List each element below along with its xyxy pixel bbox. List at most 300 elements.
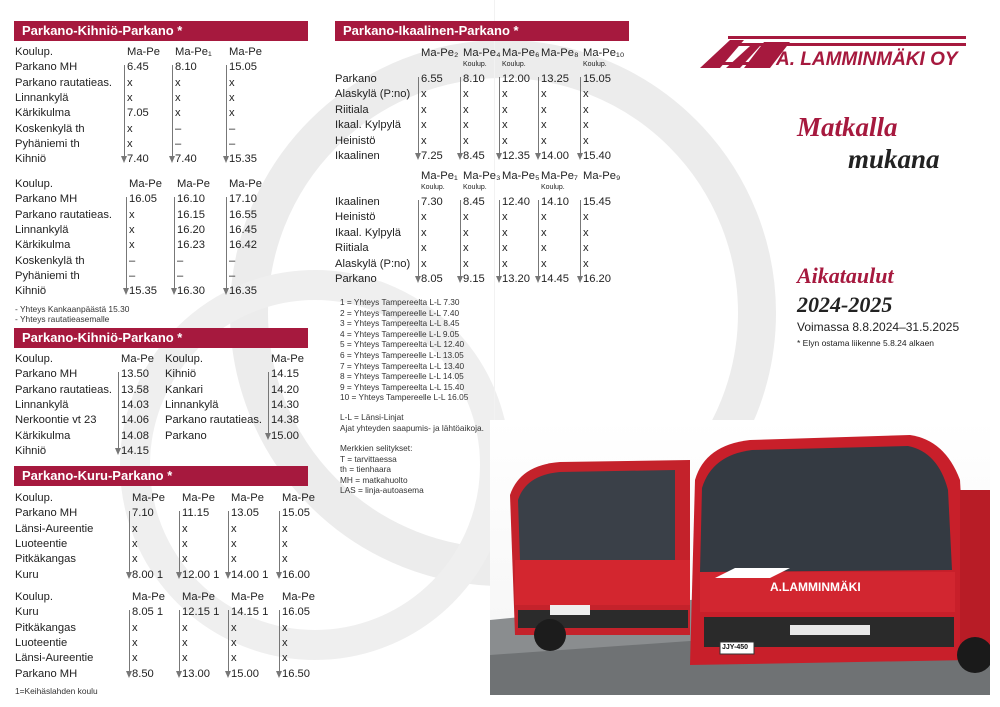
departure-time: 16.05 <box>282 606 310 619</box>
departure-time: 16.20 <box>583 273 611 285</box>
table-row <box>15 223 315 238</box>
stop-name: Nerkoontie vt 23 <box>15 414 97 427</box>
table-row <box>335 134 635 149</box>
direction-arrow-icon <box>118 372 119 453</box>
departure-time: x <box>182 522 188 535</box>
departure-time: 14.06 <box>121 414 149 427</box>
stop-name: Kuru <box>15 568 39 581</box>
departure-time: 13.05 <box>231 507 259 520</box>
departure-time: x <box>463 103 469 116</box>
table-header-row <box>15 590 325 605</box>
stop-name: Parkano <box>165 429 207 442</box>
connection-note: 3 = Yhteys Tampereelta L-L 8.45 <box>340 318 460 329</box>
departure-time: 14.20 <box>271 383 299 396</box>
departure-time: 8.45 <box>463 150 485 162</box>
column-header-sub: Koulup. <box>583 61 607 69</box>
departure-time: x <box>231 522 237 535</box>
column-header-sub: Koulup. <box>502 61 526 69</box>
departure-time: x <box>583 103 589 116</box>
direction-arrow-icon <box>279 511 280 577</box>
timetable-kihnio-2-left <box>15 352 165 462</box>
timetable-kihnio-1-b <box>15 177 315 302</box>
departure-time: 16.10 <box>177 193 205 206</box>
departure-time: x <box>132 553 138 566</box>
departure-time: 15.35 <box>229 153 257 166</box>
direction-arrow-icon <box>499 77 500 158</box>
stop-name: Parkano MH <box>15 507 78 520</box>
direction-arrow-icon <box>228 511 229 577</box>
column-header <box>583 46 624 68</box>
departure-time: x <box>282 522 288 535</box>
departure-time: x <box>129 239 135 252</box>
departure-time: x <box>175 107 181 120</box>
column-header-label: Ma-Pe₅ <box>502 170 540 182</box>
column-header <box>182 590 215 605</box>
direction-arrow-icon <box>268 372 269 438</box>
table-row <box>15 383 165 398</box>
stop-name: Heinistö <box>335 134 376 147</box>
table-header-row <box>15 45 315 60</box>
kihnio-note-1: - Yhteys Kankaanpäästä 15.30 <box>15 304 130 314</box>
bus-illustration-icon <box>490 420 990 695</box>
column-header-label: Ma-Pe <box>231 492 264 504</box>
timetable-kihnio-1-a <box>15 45 315 170</box>
departure-time: x <box>282 553 288 566</box>
departure-time: 13.20 <box>502 273 530 285</box>
departure-time: x <box>502 211 508 224</box>
column-header-label: Ma-Pe₁₀ <box>583 47 625 59</box>
departure-time: 14.03 <box>121 398 149 411</box>
departure-time: x <box>541 103 547 116</box>
departure-time: x <box>583 134 589 147</box>
column-header-label: Ma-Pe₂ <box>421 47 459 59</box>
departure-time: x <box>282 537 288 550</box>
column-header <box>15 491 53 506</box>
connection-note: 7 = Yhteys Tampereelta L-L 13.40 <box>340 360 465 371</box>
departure-time: 12.35 <box>502 150 530 162</box>
departure-time: 16.45 <box>229 223 257 236</box>
ll-legend <box>340 412 484 433</box>
stop-name: Kihniö <box>15 285 47 298</box>
column-header <box>502 169 539 184</box>
departure-time: 7.25 <box>421 150 443 162</box>
column-header-label: Ma-Pe₃ <box>463 170 501 182</box>
symbols-title: Merkkien selitykset: <box>340 443 413 453</box>
stop-name: Kihniö <box>165 368 197 381</box>
stop-name: Koskenkylä th <box>15 122 85 135</box>
departure-time: 14.08 <box>121 429 149 442</box>
departure-time: 6.45 <box>127 61 149 74</box>
connection-note: 5 = Yhteys Tampereelta L-L 12.40 <box>340 339 465 350</box>
departure-time: 16.35 <box>229 285 257 298</box>
direction-arrow-icon <box>580 200 581 281</box>
departure-time: x <box>282 636 288 649</box>
table-header-row <box>335 169 635 195</box>
column-header <box>15 177 53 192</box>
departure-time: 9.15 <box>463 273 485 285</box>
departure-time: x <box>231 652 237 665</box>
table-row <box>165 398 315 413</box>
departure-time: x <box>231 636 237 649</box>
departure-time: x <box>421 242 427 255</box>
departure-time: 8.05 <box>421 273 443 285</box>
column-header <box>229 177 262 192</box>
departure-time: 7.40 <box>175 153 197 166</box>
direction-arrow-icon <box>228 610 229 676</box>
column-header-label: Ma-Pe <box>129 178 162 190</box>
direction-arrow-icon <box>124 65 125 161</box>
connections-legend <box>340 297 468 403</box>
direction-arrow-icon <box>129 511 130 577</box>
column-header <box>421 169 458 191</box>
direction-arrow-icon <box>279 610 280 676</box>
table-header-row <box>15 177 315 192</box>
timetable-kihnio-2-right <box>165 352 315 462</box>
direction-arrow-icon <box>460 200 461 281</box>
departure-time: 13.58 <box>121 383 149 396</box>
table-row <box>165 383 315 398</box>
direction-arrow-icon <box>226 197 227 293</box>
departure-time: 17.10 <box>229 193 257 206</box>
company-logo <box>700 34 970 74</box>
departure-time: x <box>502 134 508 147</box>
schedule-title: Aikataulut <box>797 263 894 288</box>
departure-time: x <box>229 91 235 104</box>
table-row <box>15 152 315 167</box>
column-header-label: Ma-Pe₆ <box>502 47 540 59</box>
stop-name: Parkano MH <box>15 193 78 206</box>
departure-time: 12.15 1 <box>182 606 220 619</box>
departure-time: x <box>182 652 188 665</box>
symbol-note: T = tarvittaessa <box>340 453 397 464</box>
departure-time: – <box>229 269 236 282</box>
symbol-note: th = tienhaara <box>340 464 391 475</box>
departure-time: x <box>463 88 469 101</box>
departure-time: x <box>127 91 133 104</box>
connection-note: 4 = Yhteys Tampereelle L-L 9.05 <box>340 328 460 339</box>
departure-time: x <box>231 537 237 550</box>
departure-time: – <box>177 254 184 267</box>
column-header <box>177 177 210 192</box>
departure-time: x <box>127 122 133 135</box>
stop-name: Pyhäniemi th <box>15 269 80 282</box>
table-row <box>15 429 165 444</box>
section-header-ikaalinen: Parkano-Ikaalinen-Parkano * <box>335 21 629 41</box>
bus-photo <box>490 420 990 695</box>
stop-name: Linnankylä <box>15 398 69 411</box>
departure-time: 14.30 <box>271 398 299 411</box>
departure-time: x <box>421 88 427 101</box>
table-row <box>15 192 315 207</box>
column-header-label: Koulup. <box>15 46 53 58</box>
table-row <box>335 118 635 133</box>
column-header <box>282 491 315 506</box>
symbol-note: LAS = linja-autoasema <box>340 485 424 496</box>
table-row <box>165 429 315 444</box>
column-header <box>15 352 53 367</box>
column-header <box>175 45 212 60</box>
direction-arrow-icon <box>172 65 173 161</box>
departure-time: 15.40 <box>583 150 611 162</box>
departure-time: x <box>583 88 589 101</box>
departure-time: x <box>463 134 469 147</box>
timetable-kuru-a <box>15 491 325 586</box>
bus-logo-text: A.LAMMINMÄKI <box>770 580 861 594</box>
departure-time: x <box>421 257 427 270</box>
column-header-label: Ma-Pe₈ <box>541 47 579 59</box>
departure-time: x <box>282 652 288 665</box>
departure-time: x <box>421 226 427 239</box>
column-header-label: Ma-Pe <box>282 492 315 504</box>
departure-time: 14.15 <box>271 368 299 381</box>
departure-time: x <box>541 226 547 239</box>
departure-time: x <box>127 76 133 89</box>
connection-note: 6 = Yhteys Tampereelle L-L 13.05 <box>340 349 464 360</box>
table-row <box>335 87 635 102</box>
direction-arrow-icon <box>418 77 419 158</box>
table-row <box>335 195 635 210</box>
stop-name: Parkano MH <box>15 368 78 381</box>
table-row <box>15 284 315 299</box>
column-header <box>127 45 160 60</box>
departure-time: x <box>463 211 469 224</box>
departure-time: 8.05 1 <box>132 606 164 619</box>
stop-name: Parkano MH <box>15 667 78 680</box>
column-header <box>541 169 578 191</box>
direction-arrow-icon <box>174 197 175 293</box>
departure-time: 7.40 <box>127 153 149 166</box>
departure-time: x <box>132 621 138 634</box>
direction-arrow-icon <box>499 200 500 281</box>
departure-time: 8.00 1 <box>132 568 164 581</box>
direction-arrow-icon <box>460 77 461 158</box>
schedule-note: * Elyn ostama liikenne 5.8.24 alkaen <box>797 338 935 348</box>
column-header-label: Ma-Pe <box>271 353 304 365</box>
stop-name: Ikaal. Kylpylä <box>335 226 401 239</box>
table-row <box>15 238 315 253</box>
stop-name: Ikaalinen <box>335 150 380 162</box>
departure-time: 14.45 <box>541 273 569 285</box>
departure-time: 15.35 <box>129 285 157 298</box>
departure-time: – <box>229 122 236 135</box>
column-header-label: Ma-Pe₁ <box>421 170 458 182</box>
column-header <box>165 352 203 367</box>
stop-name: Ikaalinen <box>335 196 380 208</box>
direction-arrow-icon <box>538 200 539 281</box>
column-header <box>15 590 53 605</box>
departure-time: x <box>421 211 427 224</box>
column-header <box>129 177 162 192</box>
stop-name: Parkano rautatieas. <box>165 414 263 427</box>
column-header-label: Ma-Pe₄ <box>463 47 501 59</box>
departure-time: 15.05 <box>229 61 257 74</box>
departure-time: x <box>463 226 469 239</box>
departure-time: 16.05 <box>129 193 157 206</box>
ll-text: L-L = Länsi-Linjat <box>340 412 404 422</box>
column-header-label: Ma-Pe₉ <box>583 170 621 182</box>
departure-time: x <box>421 134 427 147</box>
table-row <box>15 444 165 459</box>
column-header <box>583 169 620 184</box>
departure-time: x <box>541 88 547 101</box>
column-header <box>463 169 501 191</box>
departure-time: 12.00 1 <box>182 568 220 581</box>
table-row <box>15 60 315 75</box>
section-header-kuru: Parkano-Kuru-Parkano * <box>14 466 308 486</box>
column-header <box>15 45 53 60</box>
departure-time: x <box>229 76 235 89</box>
departure-time: 6.55 <box>421 73 443 85</box>
table-row <box>335 241 635 256</box>
table-row <box>15 208 315 223</box>
column-header-label: Ma-Pe₁ <box>175 46 212 58</box>
departure-time: 16.30 <box>177 285 205 298</box>
stop-name: Linnankylä <box>15 91 69 104</box>
stop-name: Kuru <box>15 606 39 619</box>
table-row <box>165 413 315 428</box>
connection-note: 8 = Yhteys Tampereelle L-L 14.05 <box>340 371 464 382</box>
departure-time: 7.05 <box>127 107 149 120</box>
column-header-label: Ma-Pe <box>177 178 210 190</box>
kuru-footnote: 1=Keihäslahden koulu <box>15 686 98 696</box>
column-header <box>132 491 165 506</box>
column-header-label: Ma-Pe <box>132 492 165 504</box>
symbol-note: MH = matkahuolto <box>340 474 408 485</box>
table-row <box>15 413 165 428</box>
departure-time: x <box>541 119 547 132</box>
column-header-label: Ma-Pe₇ <box>541 170 578 182</box>
column-header-label: Koulup. <box>15 591 53 603</box>
column-header <box>282 590 315 605</box>
departure-time: x <box>502 103 508 116</box>
bus-plate: JJY-450 <box>722 644 749 651</box>
connection-note: 9 = Yhteys Tampereelta L-L 15.40 <box>340 381 465 392</box>
symbols-legend <box>340 443 424 496</box>
departure-time: 16.42 <box>229 239 257 252</box>
departure-time: – <box>175 137 182 150</box>
departure-time: x <box>541 242 547 255</box>
stop-name: Koskenkylä th <box>15 254 85 267</box>
departure-time: 14.15 <box>121 444 149 457</box>
table-row <box>15 122 315 137</box>
departure-time: x <box>583 119 589 132</box>
stop-name: Luoteentie <box>15 537 68 550</box>
departure-time: x <box>129 223 135 236</box>
departure-time: 16.55 <box>229 208 257 221</box>
departure-time: – <box>129 269 136 282</box>
departure-time: x <box>231 553 237 566</box>
column-header-label: Ma-Pe <box>229 46 262 58</box>
departure-time: x <box>175 91 181 104</box>
departure-time: 13.00 <box>182 667 210 680</box>
departure-time: x <box>502 226 508 239</box>
stop-name: Kankari <box>165 383 203 396</box>
column-header <box>231 590 264 605</box>
column-header <box>502 46 539 68</box>
departure-time: 16.50 <box>282 667 310 680</box>
column-header-label: Ma-Pe <box>229 178 262 190</box>
direction-arrow-icon <box>226 65 227 161</box>
stop-name: Kihniö <box>15 444 47 457</box>
stop-name: Parkano rautatieas. <box>15 76 113 89</box>
table-row <box>15 367 165 382</box>
column-header-sub: Koulup. <box>421 184 445 192</box>
departure-time: x <box>463 242 469 255</box>
departure-time: x <box>229 107 235 120</box>
departure-time: x <box>502 257 508 270</box>
departure-time: 8.10 <box>175 61 197 74</box>
section-header-kihnio-2: Parkano-Kihniö-Parkano * <box>14 328 308 348</box>
departure-time: 8.10 <box>463 73 485 85</box>
stop-name: Kihniö <box>15 153 47 166</box>
table-row <box>335 272 635 287</box>
column-header <box>132 590 165 605</box>
departure-time: x <box>175 76 181 89</box>
departure-time: – <box>177 269 184 282</box>
table-row <box>335 103 635 118</box>
connection-note: 10 = Yhteys Tampereelle L-L 16.05 <box>340 392 469 403</box>
schedule-years: 2024-2025 <box>797 292 893 317</box>
departure-time: 8.45 <box>463 196 485 208</box>
schedule-validity: Voimassa 8.8.2024–31.5.2025 <box>797 320 960 334</box>
table-row <box>335 257 635 272</box>
departure-time: x <box>583 226 589 239</box>
table-row <box>15 91 315 106</box>
stop-name: Parkano rautatieas. <box>15 208 113 221</box>
departure-time: 15.45 <box>583 196 611 208</box>
stop-name: Länsi-Aureentie <box>15 522 94 535</box>
column-header-label: Ma-Pe <box>127 46 160 58</box>
stop-name: Parkano <box>335 73 377 85</box>
departure-time: x <box>541 257 547 270</box>
column-header-label: Ma-Pe <box>231 591 264 603</box>
stop-name: Pitkäkangas <box>15 621 76 634</box>
departure-time: x <box>231 621 237 634</box>
slogan-line-2: mukana <box>848 144 940 174</box>
timetable-ikaalinen-b <box>335 169 635 289</box>
table-row <box>15 76 315 91</box>
departure-time: x <box>502 119 508 132</box>
departure-time: x <box>583 211 589 224</box>
departure-time: 14.15 1 <box>231 606 269 619</box>
departure-time: 13.25 <box>541 73 569 85</box>
departure-time: 16.15 <box>177 208 205 221</box>
direction-arrow-icon <box>126 197 127 293</box>
column-header-label: Koulup. <box>15 353 53 365</box>
departure-time: – <box>229 137 236 150</box>
departure-time: x <box>182 553 188 566</box>
stop-name: Linnankylä <box>15 223 69 236</box>
stop-name: Parkano MH <box>15 61 78 74</box>
departure-time: 14.00 1 <box>231 568 269 581</box>
connection-note: 1 = Yhteys Tampereelta L-L 7.30 <box>340 297 460 307</box>
connection-note: 2 = Yhteys Tampereelle L-L 7.40 <box>340 307 460 318</box>
column-header <box>541 46 579 61</box>
column-header-label: Koulup. <box>165 353 203 365</box>
stop-name: Riitiala <box>335 242 369 255</box>
stop-name: Länsi-Aureentie <box>15 652 94 665</box>
table-header-row <box>165 352 315 367</box>
departure-time: 8.50 <box>132 667 154 680</box>
ajat-text: Ajat yhteyden saapumis- ja lähtöaikoja. <box>340 422 484 433</box>
column-header-label: Ma-Pe <box>132 591 165 603</box>
stop-name: Kärkikulma <box>15 239 71 252</box>
departure-time: – <box>229 254 236 267</box>
column-header <box>229 45 262 60</box>
column-header-label: Koulup. <box>15 492 53 504</box>
departure-time: – <box>129 254 136 267</box>
column-header <box>121 352 154 367</box>
